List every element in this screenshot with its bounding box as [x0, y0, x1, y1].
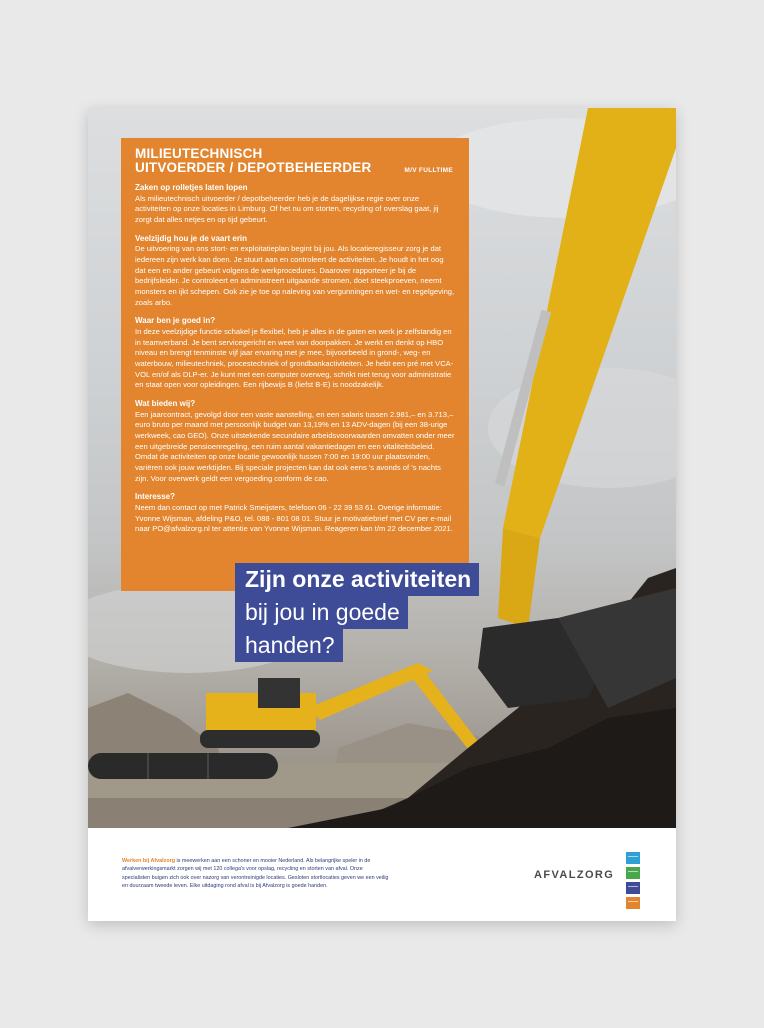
section-heading: Interesse? [135, 492, 176, 502]
section-bieden [135, 399, 455, 484]
section-heading: Zaken op rolletjes laten lopen [135, 183, 248, 192]
section-heading: Wat bieden wij? [135, 399, 196, 409]
section-heading: Veelzijdig hou je de vaart erin [135, 233, 248, 243]
section-body: Een jaarcontract, gevolgd door een vaste aanstelling, en een salaris tussen 2.981,– en 3.713,– euro bruto per maand met persoonlijk budget van 13,19% en 13 ADV-dagen (bij een 38-urige werkweek, cao GEO). Onze uitstekende secundaire arbeidsvoorwaarden omvatten onder meer een uitgebreide pensioenregeling, een ruim aantal vakantiedagen en een vitaliteitsbeleid. Omdat de activiteiten op onze locatie gewoonlijk tussen 7:00 en 19:00 uur plaatsvinden, variëren ook jouw werktijden. Bij speciale projecten kan dat ook eens 's avonds of 's nachts zijn. Voor overwerk geldt een vergoeding conform de cao. [135, 409, 455, 483]
section-interesse [135, 492, 455, 535]
section-veelzijdig [135, 234, 455, 309]
job-title-line1: MILIEUTECHNISCH [135, 146, 263, 161]
section-body: Neem dan contact op met Patrick Smeijsters, telefoon 06 - 22 39 53 61. Overige informatie: Yvonne Wijsman, afdeling P&O, tel. 088 - 801 08 01. Stuur je motivatiebrief met CV per e-mail naar PO@afvalzorg.nl ter attentie van Yvonne Wijsman. Reageren kan t/m 22 december 2021. [135, 502, 453, 534]
section-body: Als milieutechnisch uitvoerder / depotbeheerder heb je de dagelijkse regie over onze activiteiten op onze locaties in Limburg. Of het nu om storten, recycling of overslag gaat, jij zorgt dat alles netjes en op tijd gebeurt. [135, 193, 439, 224]
afvalzorg-logo: AFVALZORG [534, 869, 615, 881]
logo-block-green [626, 867, 640, 879]
job-description-panel [121, 138, 469, 591]
section-body: De uitvoering van ons stort- en exploitatieplan begint bij jou. Als locatieregisseur zorg je dat iedereen zijn werk kan doen. Je stuurt aan en controleert de activiteiten. Je houdt in het oog dat een en ander gebeurt volgens de werkprocedures. Daarover rapporteer je bij de bedrijfsleider. Je controleert en administreert uitgaande stromen, doet steekproeven, neemt monsters en ijkt schepen. Ook zie je toe op naleving van vergunningen en wet- en regelgeving, zoals arbo. [135, 244, 455, 307]
headline-line1: Zijn onze activiteiten [235, 563, 479, 596]
footer-body: is meewerken aan een schoner en mooier Nederland. Als belangrijke speler in de afvalverwerkingsmarkt zorgen wij met 120 collega's voor opslag, recycling en storten van afval. Onze specialisten buigen zich ook over nazorg van verontreinigde locaties. Gesloten stortlocaties geven we een veilig en duurzaam tweede leven. Elke uitdaging rond afval is bij Afvalzorg is goede handen. [122, 858, 389, 890]
section-heading: Waar ben je goed in? [135, 316, 216, 326]
footer [88, 828, 676, 921]
vacancy-poster [88, 108, 676, 921]
logo-color-blocks [626, 852, 640, 912]
headline-line2: bij jou in goede [235, 596, 408, 629]
logo-block-orange [626, 897, 640, 909]
logo-block-blue [626, 852, 640, 864]
footer-about-text [122, 857, 392, 891]
headline [235, 563, 479, 662]
logo-block-navy [626, 882, 640, 894]
section-zaken [135, 183, 455, 226]
section-waar-goed [135, 316, 455, 391]
employment-tag: M/V FULLTIME [404, 167, 453, 174]
headline-line3: handen? [235, 629, 343, 662]
job-title-line2: UITVOERDER / DEPOTBEHEERDER [135, 160, 372, 175]
footer-accent: Werken bij Afvalzorg [122, 858, 176, 864]
section-body: In deze veelzijdige functie schakel je flexibel, heb je alles in de gaten en werk je zelfstandig en in teamverband. Je bent servicegericht en weet van doorpakken. Je werkt en denkt op HBO niveau en brengt tenminste vijf jaar ervaring met je mee, bijvoorbeeld in grond-, weg- en waterbouw, milieutechniek, procestechniek of grondbankactiviteiten. Je hebt een pré met VCA-VOL en/of als DLP-er. Je kunt met een computer overweg, schrikt niet terug voor administratie en staat open voor opleidingen. Een rijbewijs B (liefst B-E) is noodzakelijk. [135, 326, 454, 390]
